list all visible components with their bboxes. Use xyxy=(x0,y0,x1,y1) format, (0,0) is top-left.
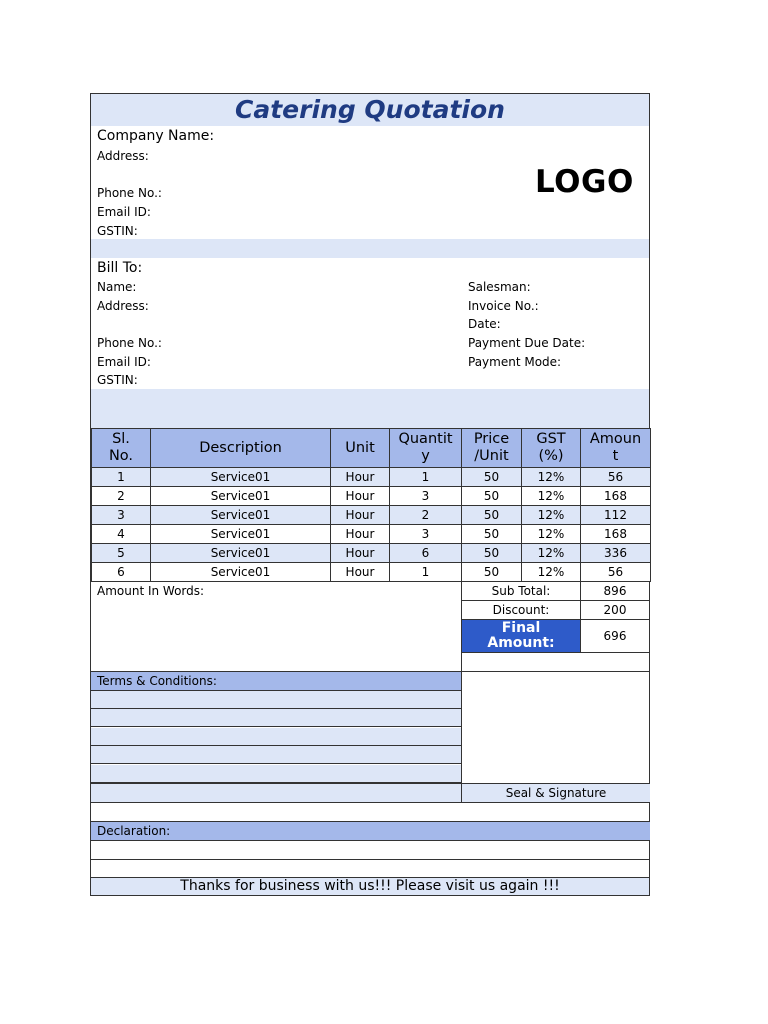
company-address-label: Address: xyxy=(97,149,149,163)
cell-quantity: 3 xyxy=(390,487,462,506)
cell-description: Service01 xyxy=(151,544,331,563)
subtotal-value: 896 xyxy=(580,581,650,601)
cell-quantity: 3 xyxy=(390,525,462,544)
final-amount-label: Final Amount: xyxy=(461,619,581,653)
cell-price: 50 xyxy=(462,487,522,506)
cell-amount: 56 xyxy=(581,563,651,582)
cell-price: 50 xyxy=(462,468,522,487)
divider xyxy=(91,840,650,841)
quotation-sheet xyxy=(90,93,650,896)
payment-due-date-label: Payment Due Date: xyxy=(468,336,586,350)
cell-price: 50 xyxy=(462,525,522,544)
bill-to-heading: Bill To: xyxy=(97,260,143,276)
column-header-price-unit: Price /Unit xyxy=(462,429,522,468)
seal-signature-label: Seal & Signature xyxy=(462,784,650,802)
cell-unit: Hour xyxy=(331,468,390,487)
divider xyxy=(91,859,650,860)
terms-line xyxy=(91,709,461,727)
subtotal-label: Sub Total: xyxy=(461,581,581,601)
payment-mode-label: Payment Mode: xyxy=(468,355,562,369)
cell-quantity: 6 xyxy=(390,544,462,563)
cell-sl-no: 2 xyxy=(92,487,151,506)
cell-quantity: 2 xyxy=(390,506,462,525)
terms-line xyxy=(91,746,461,764)
column-header-description: Description xyxy=(151,429,331,468)
company-gstin-label: GSTIN: xyxy=(97,224,138,238)
cell-gst: 12% xyxy=(522,563,581,582)
separator-band xyxy=(91,784,461,802)
column-header-quantity: Quantit y xyxy=(390,429,462,468)
bill-to-email-label: Email ID: xyxy=(97,355,151,369)
bill-to-name-label: Name: xyxy=(97,280,137,294)
terms-line xyxy=(91,765,461,783)
table-header-row xyxy=(92,429,651,468)
separator-band xyxy=(91,239,649,258)
items-table xyxy=(91,428,651,582)
table-row xyxy=(92,468,651,487)
bill-to-gstin-label: GSTIN: xyxy=(97,373,138,387)
company-phone-label: Phone No.: xyxy=(97,186,162,200)
terms-conditions-label: Terms & Conditions: xyxy=(91,672,461,691)
cell-sl-no: 1 xyxy=(92,468,151,487)
cell-unit: Hour xyxy=(331,544,390,563)
bill-to-address-label: Address: xyxy=(97,299,149,313)
table-row xyxy=(92,487,651,506)
column-header-unit: Unit xyxy=(331,429,390,468)
table-row xyxy=(92,563,651,582)
cell-unit: Hour xyxy=(331,506,390,525)
divider xyxy=(91,802,650,803)
cell-amount: 56 xyxy=(581,468,651,487)
cell-sl-no: 6 xyxy=(92,563,151,582)
discount-value: 200 xyxy=(580,600,650,620)
company-logo: LOGO xyxy=(535,164,634,200)
cell-unit: Hour xyxy=(331,563,390,582)
table-row xyxy=(92,544,651,563)
cell-gst: 12% xyxy=(522,506,581,525)
cell-description: Service01 xyxy=(151,468,331,487)
cell-unit: Hour xyxy=(331,525,390,544)
cell-amount: 112 xyxy=(581,506,651,525)
table-row xyxy=(92,506,651,525)
bill-to-phone-label: Phone No.: xyxy=(97,336,162,350)
cell-description: Service01 xyxy=(151,506,331,525)
final-amount-value: 696 xyxy=(580,619,650,653)
declaration-label: Declaration: xyxy=(91,822,650,840)
cell-unit: Hour xyxy=(331,487,390,506)
cell-description: Service01 xyxy=(151,525,331,544)
summary-empty-cell xyxy=(461,652,650,672)
column-header-gst: GST (%) xyxy=(522,429,581,468)
cell-description: Service01 xyxy=(151,563,331,582)
table-row xyxy=(92,525,651,544)
cell-gst: 12% xyxy=(522,525,581,544)
cell-price: 50 xyxy=(462,506,522,525)
cell-gst: 12% xyxy=(522,487,581,506)
document-title: Catering Quotation xyxy=(91,94,649,126)
cell-amount: 168 xyxy=(581,525,651,544)
discount-label: Discount: xyxy=(461,600,581,620)
cell-sl-no: 5 xyxy=(92,544,151,563)
cell-sl-no: 3 xyxy=(92,506,151,525)
column-header-sl-no: Sl. No. xyxy=(92,429,151,468)
cell-quantity: 1 xyxy=(390,468,462,487)
cell-quantity: 1 xyxy=(390,563,462,582)
amount-in-words-label: Amount In Words: xyxy=(97,584,205,598)
terms-line xyxy=(91,691,461,709)
cell-gst: 12% xyxy=(522,544,581,563)
invoice-number-label: Invoice No.: xyxy=(468,299,539,313)
salesman-label: Salesman: xyxy=(468,280,531,294)
cell-price: 50 xyxy=(462,544,522,563)
cell-price: 50 xyxy=(462,563,522,582)
terms-line xyxy=(91,728,461,746)
cell-description: Service01 xyxy=(151,487,331,506)
cell-amount: 336 xyxy=(581,544,651,563)
cell-amount: 168 xyxy=(581,487,651,506)
separator-band xyxy=(91,389,649,428)
footer-message: Thanks for business with us!!! Please visit us again !!! xyxy=(91,878,649,895)
date-label: Date: xyxy=(468,317,501,331)
company-email-label: Email ID: xyxy=(97,205,151,219)
company-name-label: Company Name: xyxy=(97,128,215,144)
cell-sl-no: 4 xyxy=(92,525,151,544)
column-header-amount: Amoun t xyxy=(581,429,651,468)
cell-gst: 12% xyxy=(522,468,581,487)
